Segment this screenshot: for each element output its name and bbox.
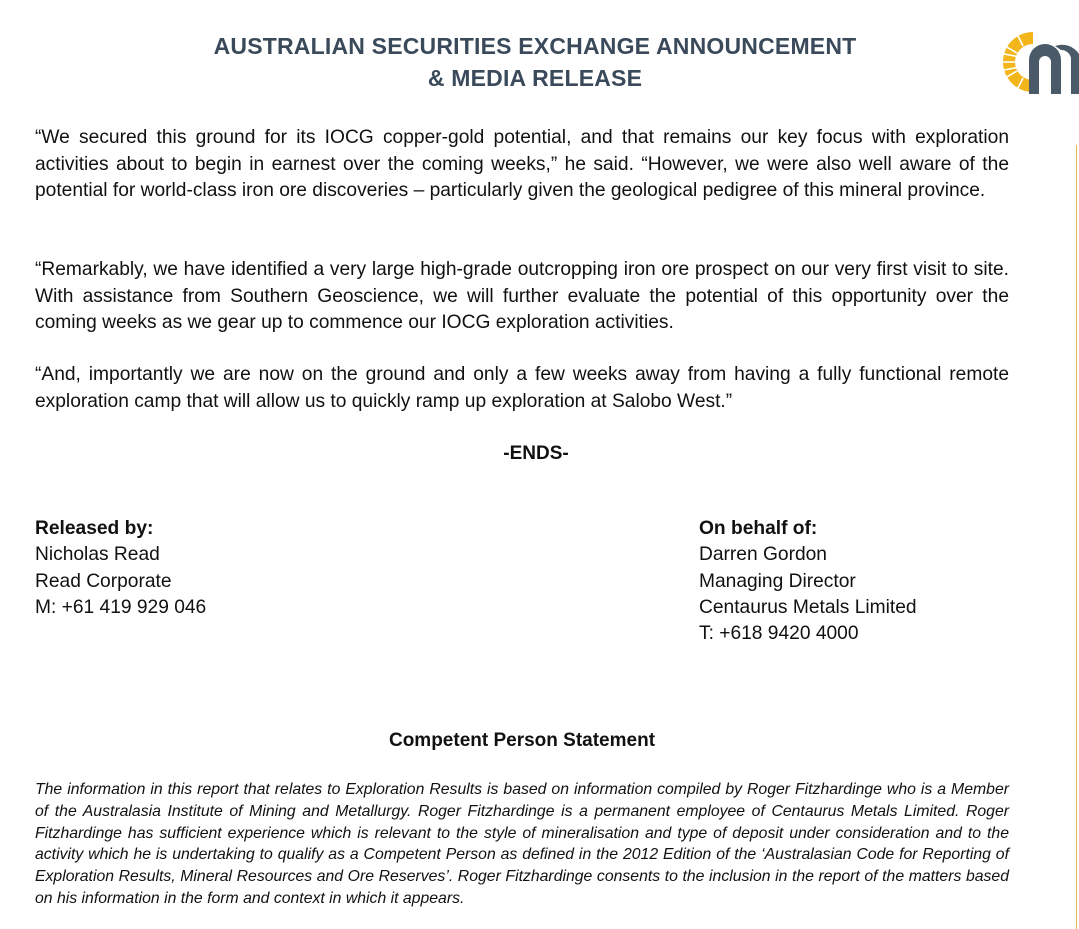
title-line-2: & MEDIA RELEASE (427, 65, 643, 91)
quote-paragraph-2: “Remarkably, we have identified a very large high-grade outcropping iron ore prospect on our very first visit to site. With assistance from Southern Geoscience, we will further evaluate the potential of this opportunity over the coming weeks as we gear up to commence our IOCG exploration activities. (35, 259, 1009, 333)
released-by-block (35, 516, 435, 621)
released-by-label: Released by: (35, 518, 154, 539)
on-behalf-of-block (699, 516, 1059, 647)
released-by-phone: M: +61 419 929 046 (35, 596, 207, 618)
quote-paragraph-3: “And, importantly we are now on the ground and only a few weeks away from having a fully functional remote exploration camp that will allow us to quickly ramp up exploration at Salobo West.” (35, 364, 1009, 412)
released-by-company: Read Corporate (35, 570, 172, 592)
on-behalf-of-company: Centaurus Metals Limited (699, 596, 917, 618)
on-behalf-of-name: Darren Gordon (699, 544, 827, 566)
competent-person-statement: The information in this report that relates to Exploration Results is based on information compiled by Roger Fitzhardinge who is a Member of the Australasia Institute of Mining and Metallurgy. Roger Fitzhardinge is a permanent employee of Centaurus Metals Limited. Roger Fitzhardinge has sufficient experience which is relevant to the style of mineralisation and type of deposit under consideration and to the activity which he is undertaking to qualify as a Competent Person as defined in the 2012 Edition of the ‘Australasian Code for Reporting of Exploration Results, Mineral Resources and Ore Reserves’. Roger Fitzhardinge consents to the inclusion in the report of the matters based on his information in the form and context in which it appears. (35, 781, 1009, 907)
ends-marker: -ENDS- (503, 443, 569, 464)
on-behalf-of-role: Managing Director (699, 570, 856, 592)
on-behalf-of-label: On behalf of: (699, 518, 818, 539)
company-logo-icon (993, 24, 1079, 96)
on-behalf-of-phone: T: +618 9420 4000 (699, 623, 859, 645)
page-margin-rule (1076, 145, 1077, 929)
competent-person-title: Competent Person Statement (388, 730, 656, 751)
announcement-title (0, 30, 1070, 94)
title-line-1: AUSTRALIAN SECURITIES EXCHANGE ANNOUNCEMENT (213, 33, 857, 59)
quote-paragraph-1: “We secured this ground for its IOCG copper-gold potential, and that remains our key focus with exploration activities about to begin in earnest over the coming weeks,” he said. “However, we were also well aware of the potential for world-class iron ore discoveries – particularly given the geological pedigree of this mineral province. (35, 127, 1009, 201)
released-by-name: Nicholas Read (35, 544, 160, 566)
